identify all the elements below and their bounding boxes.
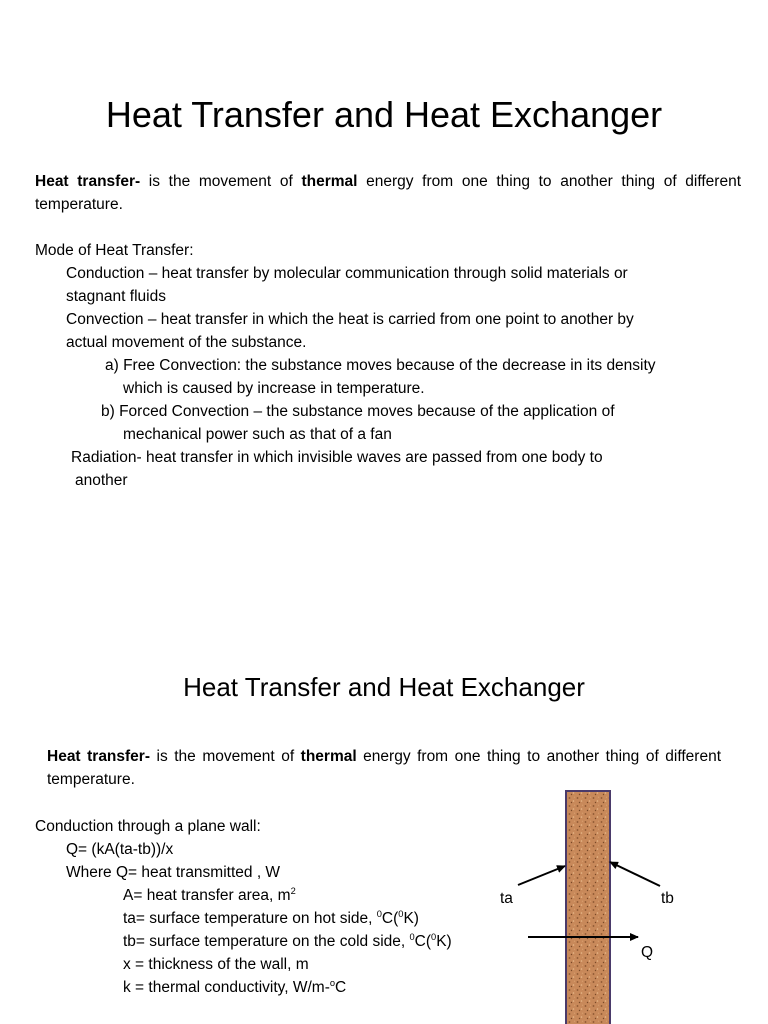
conductivity-unit: C xyxy=(335,979,347,996)
tb-label: tb xyxy=(661,890,674,907)
degree-superscript: 0 xyxy=(431,931,437,942)
conduction-line: Conduction – heat transfer by molecular communication through solid materials or xyxy=(66,265,628,282)
slide-1-definition xyxy=(35,170,741,216)
tb-arrow xyxy=(610,862,660,886)
conduction-line-cont: stagnant fluids xyxy=(66,288,166,305)
conduction-formula: Q= (kA(ta-tb))/x xyxy=(66,841,174,858)
definition-text: energy from one thing to another thing of different temperature. xyxy=(47,748,721,788)
definition-term: Heat transfer- xyxy=(35,173,141,190)
degree-superscript: 0 xyxy=(409,931,415,942)
thickness-line: x = thickness of the wall, m xyxy=(123,956,309,973)
area-text: A= heat transfer area, m xyxy=(123,887,291,904)
conduction-heading: Conduction through a plane wall: xyxy=(35,818,261,835)
forced-convection-line-cont: mechanical power such as that of a fan xyxy=(123,426,392,443)
ta-label: ta xyxy=(500,890,513,907)
degree-superscript: 0 xyxy=(398,908,404,919)
convection-line: Convection – heat transfer in which the heat is carried from one point to another by xyxy=(66,311,634,328)
free-convection-line-cont: which is caused by increase in temperature. xyxy=(123,380,425,397)
radiation-line-cont: another xyxy=(75,472,128,489)
forced-convection-line: b) Forced Convection – the substance moves because of the application of xyxy=(101,403,615,420)
definition-text: is the movement of xyxy=(150,748,301,765)
definition-text: is the movement of xyxy=(140,173,302,190)
unit-k: K) xyxy=(403,910,419,927)
degree-superscript: o xyxy=(329,977,336,988)
slide-2-title: Heat Transfer and Heat Exchanger xyxy=(183,672,585,702)
definition-text: energy from one thing to another thing of different temperature. xyxy=(35,173,742,213)
tb-text: tb= surface temperature on the cold side, xyxy=(123,933,410,950)
definition-bold-word: thermal xyxy=(301,173,358,190)
slide-1-title: Heat Transfer and Heat Exchanger xyxy=(105,94,663,135)
q-label: Q xyxy=(641,944,654,961)
ta-arrow xyxy=(518,866,565,885)
definition-term: Heat transfer- xyxy=(47,748,150,765)
radiation-line: Radiation- heat transfer in which invisible waves are passed from one body to xyxy=(71,449,603,466)
definition-bold-word: thermal xyxy=(300,748,357,765)
unit-c: C( xyxy=(414,933,432,950)
degree-superscript: 0 xyxy=(376,908,382,919)
unit-k: K) xyxy=(436,933,452,950)
where-q-line: Where Q= heat transmitted , W xyxy=(66,864,281,881)
convection-line-cont: actual movement of the substance. xyxy=(66,334,307,351)
unit-c: C( xyxy=(381,910,399,927)
area-superscript: 2 xyxy=(290,885,296,896)
plane-wall-diagram xyxy=(0,628,768,1024)
free-convection-line: a) Free Convection: the substance moves because of the decrease in its density xyxy=(105,357,656,374)
slide-2 xyxy=(0,628,768,1024)
ta-text: ta= surface temperature on hot side, xyxy=(123,910,377,927)
wall-block xyxy=(566,791,610,1024)
conductivity-text: k = thermal conductivity, W/m- xyxy=(123,979,330,996)
modes-heading: Mode of Heat Transfer: xyxy=(35,242,194,259)
